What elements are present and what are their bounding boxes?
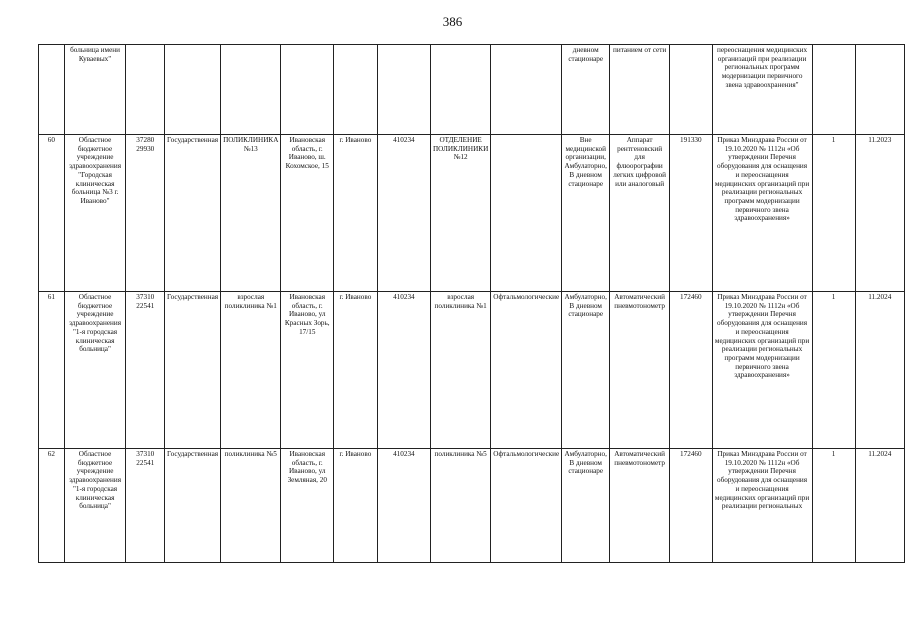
table-row [39, 45, 905, 135]
row-number: 62 [39, 449, 65, 563]
price-cell: 172460 [670, 449, 713, 563]
okato-cell [377, 45, 430, 135]
subdivision-cell [221, 45, 281, 135]
city-cell [334, 45, 378, 135]
address-cell: Ивановская область, г. Иваново, ул Красных Зорь, 17/15 [281, 292, 334, 449]
profile-cell: Офтальмологические [491, 292, 562, 449]
table-row [39, 292, 905, 449]
date-cell: 11.2023 [855, 135, 904, 292]
conditions-cell: Вне медицинской организации, Амбулаторно, В дневном стационаре [562, 135, 610, 292]
unit-cell: ОТДЕЛЕНИЕ ПОЛИКЛИНИКИ №12 [430, 135, 490, 292]
quantity-cell: 1 [812, 292, 855, 449]
ownership-cell: Государственная [165, 292, 221, 449]
okato-cell: 410234 [377, 135, 430, 292]
date-cell [855, 45, 904, 135]
organization-cell: Областное бюджетное учреждение здравоохранения "Городская клиническая больница №3 г. Иваново" [64, 135, 126, 292]
basis-cell: Приказ Минздрава России от 19.10.2020 № 1112н «Об утверждении Перечня оборудования для оснащения и переоснащения медицинских организаций при реализации региональных [712, 449, 812, 563]
profile-cell: Офтальмологические [491, 449, 562, 563]
address-cell [281, 45, 334, 135]
subdivision-cell: взрослая поликлиника №1 [221, 292, 281, 449]
subdivision-cell: поликлиника №5 [221, 449, 281, 563]
page-number: 386 [442, 14, 463, 29]
equipment-table [38, 44, 905, 563]
okato-cell: 410234 [377, 449, 430, 563]
ownership-cell [165, 45, 221, 135]
city-cell: г. Иваново [334, 449, 378, 563]
row-number: 60 [39, 135, 65, 292]
equipment-cell: питанием от сети [610, 45, 670, 135]
ownership-cell: Государственная [165, 135, 221, 292]
address-cell: Ивановская область, г. Иваново, ш. Кохомское, 15 [281, 135, 334, 292]
equipment-cell: Аппарат рентгеновский для флюорографии легких цифровой или аналоговый [610, 135, 670, 292]
conditions-cell: дневном стационаре [562, 45, 610, 135]
profile-cell [491, 135, 562, 292]
price-cell: 191330 [670, 135, 713, 292]
price-cell: 172460 [670, 292, 713, 449]
basis-cell: переоснащения медицинских организаций при реализации региональных программ модернизации первичного звена здравоохранения" [712, 45, 812, 135]
code-cell: 37310 22541 [126, 449, 165, 563]
equipment-cell: Автоматический пневмотонометр [610, 292, 670, 449]
date-cell: 11.2024 [855, 449, 904, 563]
organization-cell: Областное бюджетное учреждение здравоохранения "1-я городская клиническая больница" [64, 449, 126, 563]
conditions-cell: Амбулаторно, В дневном стационаре [562, 292, 610, 449]
code-cell: 37310 22541 [126, 292, 165, 449]
row-number [39, 45, 65, 135]
price-cell [670, 45, 713, 135]
city-cell: г. Иваново [334, 292, 378, 449]
unit-cell: взрослая поликлиника №1 [430, 292, 490, 449]
unit-cell: поликлиника №5 [430, 449, 490, 563]
date-cell: 11.2024 [855, 292, 904, 449]
organization-cell: Областное бюджетное учреждение здравоохранения "1-я городская клиническая больница" [64, 292, 126, 449]
quantity-cell [812, 45, 855, 135]
okato-cell: 410234 [377, 292, 430, 449]
city-cell: г. Иваново [334, 135, 378, 292]
ownership-cell: Государственная [165, 449, 221, 563]
code-cell: 37280 29930 [126, 135, 165, 292]
code-cell [126, 45, 165, 135]
profile-cell [491, 45, 562, 135]
unit-cell [430, 45, 490, 135]
subdivision-cell: ПОЛИКЛИНИКА №13 [221, 135, 281, 292]
quantity-cell: 1 [812, 135, 855, 292]
equipment-cell: Автоматический пневмотонометр [610, 449, 670, 563]
row-number: 61 [39, 292, 65, 449]
conditions-cell: Амбулаторно, В дневном стационаре [562, 449, 610, 563]
basis-cell: Приказ Минздрава России от 19.10.2020 № 1112н «Об утверждении Перечня оборудования для оснащения и переоснащения медицинских организаций при реализации региональных программ модернизации первичного звена здравоохранения» [712, 292, 812, 449]
table-row [39, 449, 905, 563]
quantity-cell: 1 [812, 449, 855, 563]
organization-cell: больница имени Куваевых" [64, 45, 126, 135]
address-cell: Ивановская область, г. Иваново, ул Земляная, 20 [281, 449, 334, 563]
basis-cell: Приказ Минздрава России от 19.10.2020 № 1112н «Об утверждении Перечня оборудования для оснащения и переоснащения медицинских организаций при реализации региональных программ модернизации первичного звена здравоохранения» [712, 135, 812, 292]
table-row [39, 135, 905, 292]
